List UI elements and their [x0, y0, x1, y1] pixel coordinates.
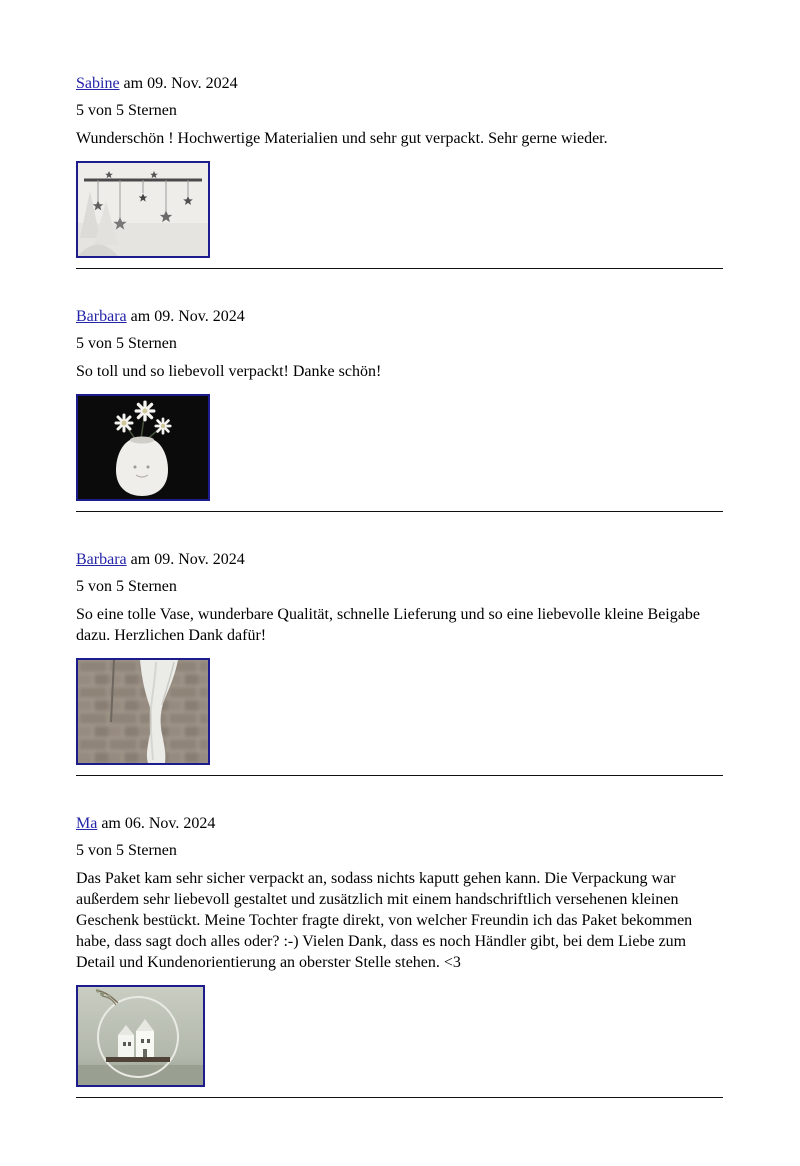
review-divider: [76, 268, 723, 269]
review-rating: 5 von 5 Sternen: [76, 102, 177, 119]
review-item: [76, 550, 723, 776]
review-date: am 09. Nov. 2024: [126, 551, 245, 568]
review-author-link[interactable]: Barbara: [76, 551, 127, 568]
review-rating: 5 von 5 Sternen: [76, 842, 177, 859]
review-author-link[interactable]: Ma: [76, 815, 98, 832]
review-item: [76, 307, 723, 512]
houses-wreath-photo: [78, 987, 203, 1085]
review-photo-link[interactable]: [76, 658, 210, 765]
review-divider: [76, 775, 723, 776]
review-rating: 5 von 5 Sternen: [76, 335, 177, 352]
review-header: [76, 74, 723, 94]
review-divider: [76, 511, 723, 512]
review-date: am 09. Nov. 2024: [119, 75, 238, 92]
review-photo-link[interactable]: [76, 161, 210, 258]
review-item: [76, 814, 723, 1098]
review-text: Das Paket kam sehr sicher verpackt an, sodass nichts kaputt gehen kann. Die Verpackung war außerdem sehr liebevoll gestaltet und zusätzlich mit einem handschriftlich versehenen kleinen Geschenk bestückt. Meine Tochter fragte direkt, von welcher Freundin ich das Paket bekommen habe, dass sagt doch alles oder? :-) Vielen Dank, dass es noch Händler gibt, bei dem Liebe zum Detail und Kundenorientierung an oberster Stelle stehen. <3: [76, 870, 693, 971]
tall-vase-brick-photo: [78, 660, 208, 763]
review-author-link[interactable]: Barbara: [76, 308, 127, 325]
vase-daisies-photo: [78, 396, 208, 499]
review-header: [76, 307, 723, 327]
review-date: am 09. Nov. 2024: [126, 308, 245, 325]
review-photo-link[interactable]: [76, 394, 210, 501]
review-text: So toll und so liebevoll verpackt! Danke schön!: [76, 363, 382, 380]
window-stars-photo: [78, 163, 208, 256]
review-header: [76, 550, 723, 570]
review-author-link[interactable]: Sabine: [76, 75, 120, 92]
review-item: [76, 74, 723, 269]
review-text: Wunderschön ! Hochwertige Materialien und sehr gut verpackt. Sehr gerne wieder.: [76, 130, 608, 147]
review-rating: 5 von 5 Sternen: [76, 578, 177, 595]
review-date: am 06. Nov. 2024: [97, 815, 216, 832]
review-photo-link[interactable]: [76, 985, 205, 1087]
review-header: [76, 814, 723, 834]
review-divider: [76, 1097, 723, 1098]
review-text: So eine tolle Vase, wunderbare Qualität, schnelle Lieferung und so eine liebevolle kleine Beigabe dazu. Herzlichen Dank dafür!: [76, 606, 700, 644]
